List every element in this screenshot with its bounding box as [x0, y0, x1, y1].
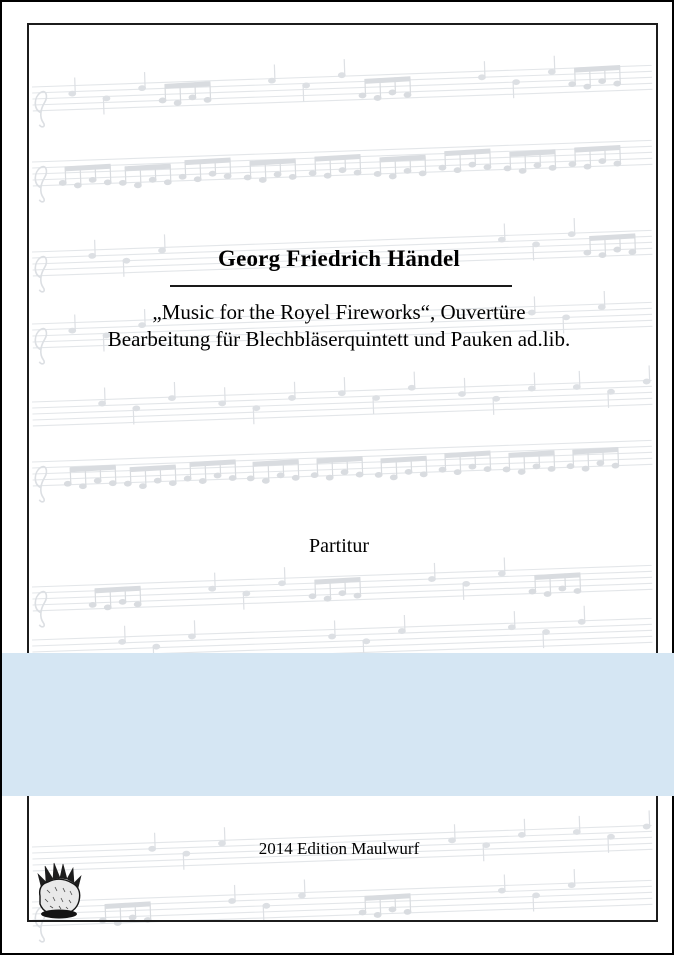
score-type-label: Partitur	[309, 535, 369, 557]
title-divider-rule	[170, 285, 512, 287]
edition-imprint: 2014 Edition Maulwurf	[258, 839, 420, 858]
title-page-content	[2, 2, 674, 957]
composer-name: Georg Friedrich Händel	[217, 246, 461, 271]
mole-icon	[33, 860, 85, 922]
work-title-line-2: Bearbeitung für Blechbläserquintett und Pauken ad.lib.	[107, 327, 571, 351]
work-title	[2, 299, 674, 353]
work-title-line-1: „Music for the Royel Fireworks“, Ouvertüre	[152, 300, 526, 324]
